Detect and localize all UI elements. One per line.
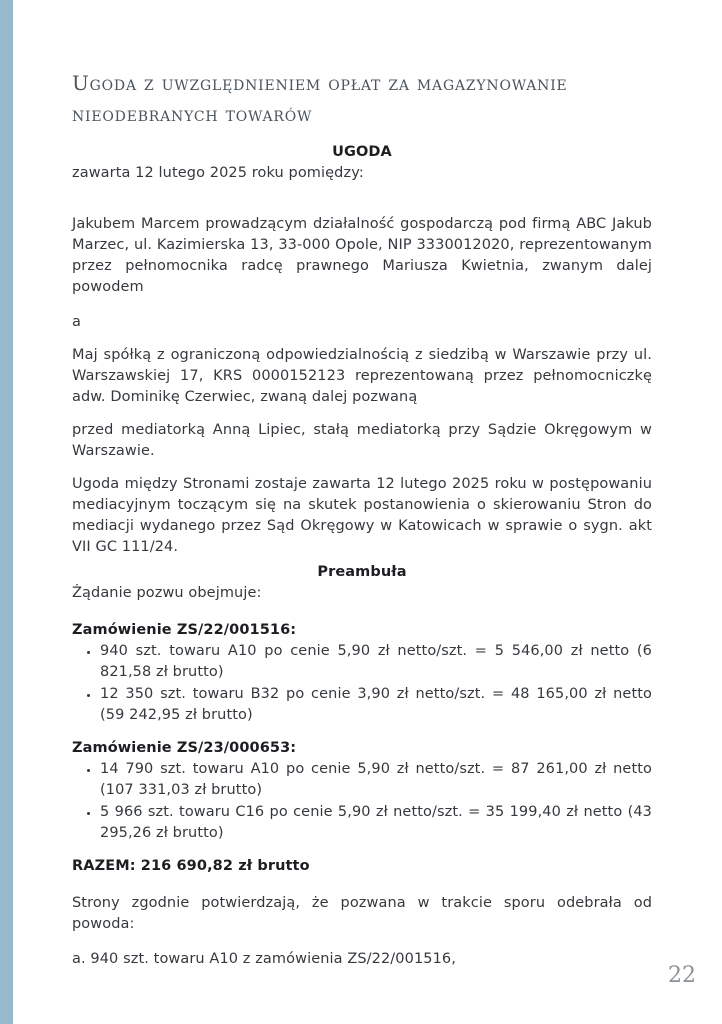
total-amount-line: RAZEM: 216 690,82 zł brutto — [72, 858, 310, 874]
parties-conjunction: a — [72, 314, 81, 330]
order-2-item-list — [72, 759, 652, 844]
page-number: 22 — [668, 963, 696, 988]
order-1-item: • 940 szt. towaru A10 po cenie 5,90 zł netto/szt. = 5 546,00 zł netto (6 821,58 zł brutto) — [100, 641, 652, 683]
document-content — [72, 68, 652, 970]
order-2-item: • 14 790 szt. towaru A10 po cenie 5,90 zł netto/szt. = 87 261,00 zł netto (107 331,03 zł brutto) — [100, 759, 652, 801]
mediation-background-paragraph: Ugoda między Stronami zostaje zawarta 12 lutego 2025 roku w postępowaniu mediacyjnym toczącym się na skutek postanowienia o skierowaniu Stron do mediacji wydanego przez Sąd Okręgowy w Katowicach w sprawie o sygn. akt VII GC 111/24. — [72, 476, 652, 555]
order-1-item-list — [72, 641, 652, 726]
item-a-line: a. 940 szt. towaru A10 z zamówienia ZS/22/001516, — [72, 951, 456, 967]
chapter-title: Ugoda z uwzględnieniem opłat za magazynowanie nieodebranych towarów — [72, 71, 568, 126]
claim-intro-line: Żądanie pozwu obejmuje: — [72, 585, 262, 601]
party-plaintiff-paragraph: Jakubem Marcem prowadzącym działalność gospodarczą pod firmą ABC Jakub Marzec, ul. Kazimierska 13, 33-000 Opole, NIP 3330012020, reprezentowanym przez pełnomocnika radcę prawnego Mariusza Kwietnia, zwanym dalej powodem — [72, 216, 652, 295]
order-1-item: • 12 350 szt. towaru B32 po cenie 3,90 zł netto/szt. = 48 165,00 zł netto (59 242,95 zł brutto) — [100, 684, 652, 726]
order-2-item: • 5 966 szt. towaru C16 po cenie 5,90 zł netto/szt. = 35 199,40 zł netto (43 295,26 zł brutto) — [100, 802, 652, 844]
mediator-paragraph: przed mediatorką Anną Lipiec, stałą mediatorką przy Sądzie Okręgowym w Warszawie. — [72, 422, 652, 459]
preamble-heading: Preambuła — [317, 564, 407, 580]
agreement-intro-line: zawarta 12 lutego 2025 roku pomiędzy: — [72, 165, 364, 181]
agreement-heading: UGODA — [332, 144, 392, 160]
party-defendant-paragraph: Maj spółką z ograniczoną odpowiedzialnością z siedzibą w Warszawie przy ul. Warszawskiej 17, KRS 0000152123 reprezentowaną przez pełnomocniczkę adw. Dominikę Czerwiec, zwaną dalej pozwaną — [72, 347, 652, 405]
confirmation-paragraph: Strony zgodnie potwierdzają, że pozwana w trakcie sporu odebrała od powoda: — [72, 895, 652, 932]
order-2-label: Zamówienie ZS/23/000653: — [72, 740, 297, 756]
left-accent-bar — [0, 0, 13, 1024]
order-1-label: Zamówienie ZS/22/001516: — [72, 622, 297, 638]
